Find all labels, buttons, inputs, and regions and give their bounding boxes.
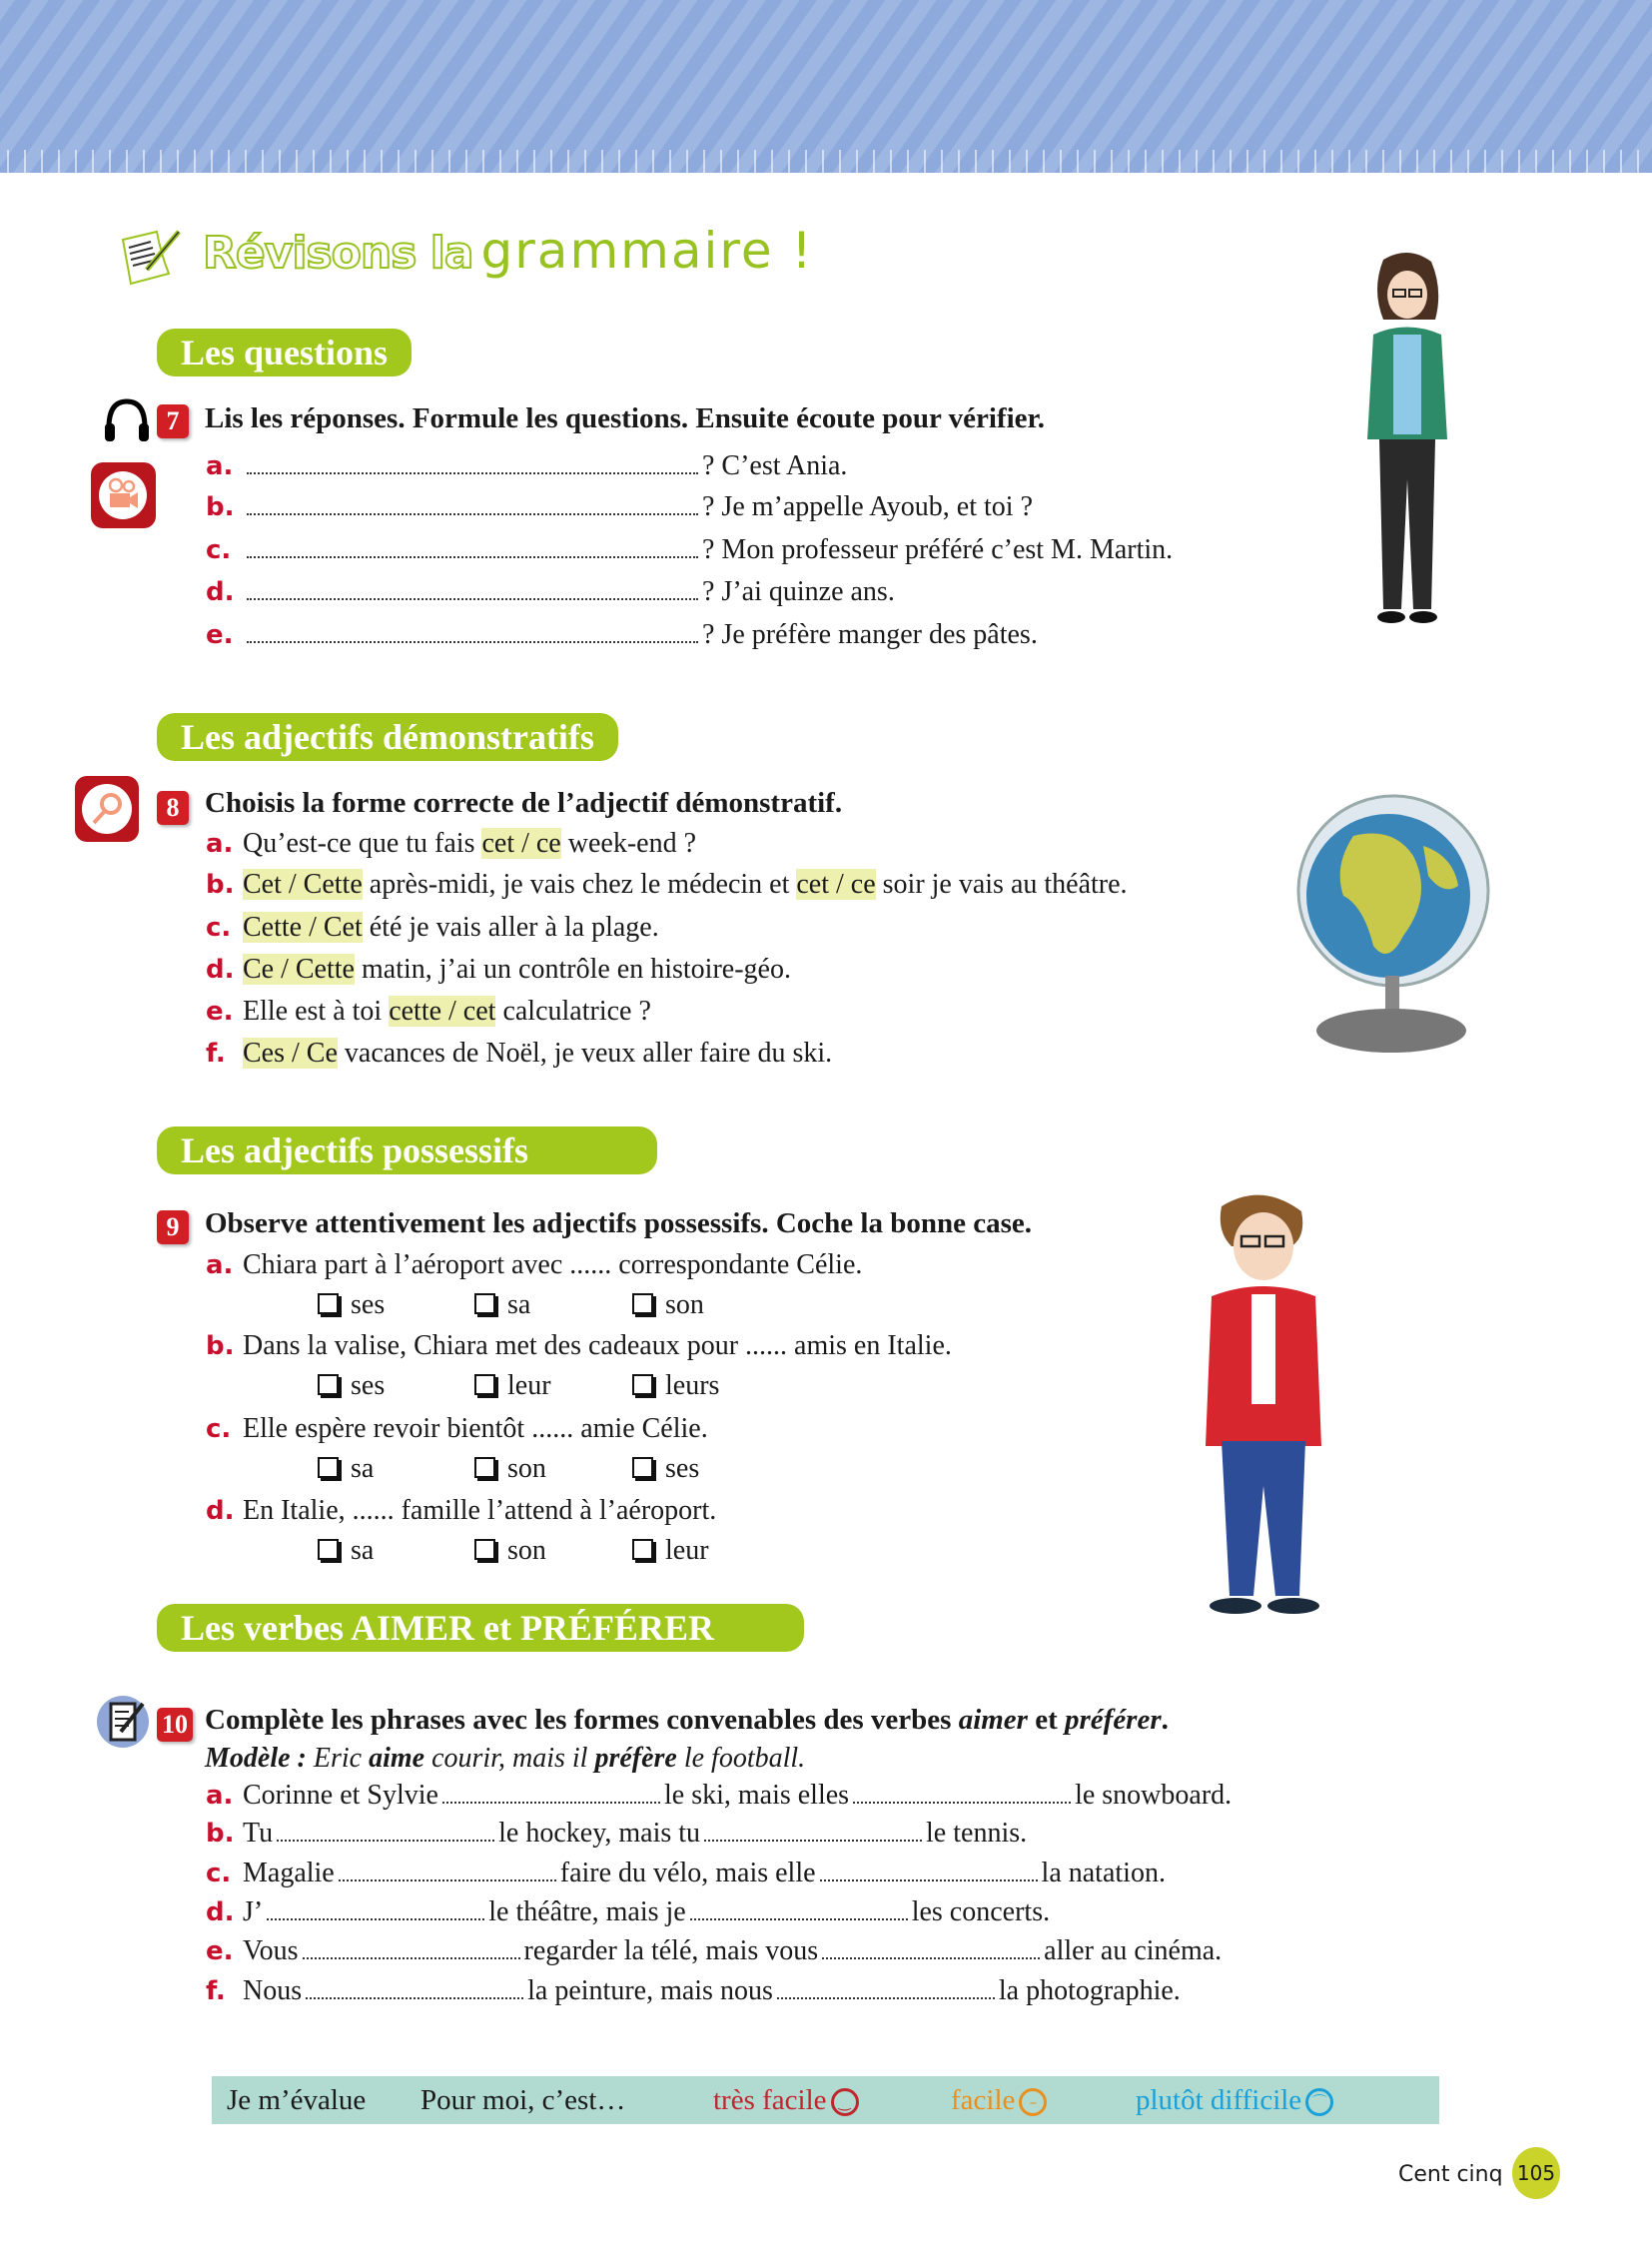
verb-item — [206, 1818, 1027, 1850]
sentence-text: la photographie. — [998, 1975, 1181, 2006]
item-letter: a. — [206, 1781, 234, 1811]
exercise-8-instruction: Choisis la forme correcte de l’adjectif démonstratif. — [205, 787, 843, 819]
question-item — [206, 619, 1038, 651]
item-letter: b. — [206, 1331, 235, 1361]
header-banner — [0, 0, 1652, 173]
sentence-text: aller au cinéma. — [1044, 1935, 1223, 1966]
checkbox-option[interactable] — [474, 1453, 546, 1485]
option-label: ses — [351, 1370, 386, 1401]
sentence-text: le théâtre, mais je — [488, 1896, 686, 1927]
sentence-text: soir je vais au théâtre. — [875, 869, 1128, 900]
choice-option[interactable]: Ce / Cette — [243, 954, 355, 985]
checkbox[interactable] — [318, 1374, 339, 1395]
sentence-text: En Italie, ...... famille l’attend à l’aéroport. — [243, 1495, 717, 1526]
sentence-text: Dans la valise, Chiara met des cadeaux pour ...... amis en Italie. — [243, 1330, 952, 1361]
checkbox[interactable] — [474, 1457, 495, 1478]
given-answer: ? Je préfère manger des pâtes. — [702, 619, 1038, 650]
happy-face-icon: ‿ — [831, 2088, 859, 2116]
sentence-text: week-end ? — [560, 828, 697, 859]
option-label: sa — [351, 1535, 375, 1566]
given-answer: ? Je m’appelle Ayoub, et toi ? — [702, 491, 1033, 522]
item-letter: a. — [206, 1250, 234, 1280]
question-item — [206, 491, 1033, 523]
checkbox-option[interactable] — [632, 1289, 704, 1321]
option-label: leur — [507, 1370, 551, 1401]
sentence-text: calculatrice ? — [495, 996, 651, 1027]
sentence-text: matin, j’ai un contrôle en histoire-géo. — [354, 954, 791, 985]
verb-blank[interactable] — [777, 1996, 995, 1999]
item-letter: d. — [206, 1897, 235, 1927]
item-letter: c. — [206, 1414, 232, 1444]
sentence-item — [206, 828, 696, 860]
verb-blank[interactable] — [853, 1801, 1071, 1804]
checkbox[interactable] — [632, 1539, 653, 1560]
checkbox-option[interactable] — [318, 1535, 374, 1567]
option-label: son — [507, 1453, 546, 1484]
given-answer: ? Mon professeur préféré c’est M. Martin. — [702, 534, 1174, 565]
option-label: leurs — [665, 1370, 720, 1401]
possessive-item — [206, 1413, 708, 1445]
verb-blank[interactable] — [303, 1956, 520, 1959]
item-letter: d. — [206, 1496, 235, 1526]
answer-blank[interactable] — [247, 640, 698, 643]
checkbox-option[interactable] — [632, 1453, 699, 1485]
boy-illustration — [1172, 1186, 1361, 1638]
exercise-10-instruction: Complète les phrases avec les formes convenables des verbes aimer et préférer. — [205, 1704, 1169, 1736]
item-letter: e. — [206, 1936, 234, 1966]
option-label: sa — [351, 1453, 375, 1484]
verb-item — [206, 1935, 1222, 1967]
sad-face-icon: ⌒ — [1305, 2088, 1333, 2116]
choice-option[interactable]: Ces / Ce — [243, 1038, 338, 1069]
item-letter: b. — [206, 870, 235, 900]
verb-blank[interactable] — [704, 1839, 922, 1842]
girl-illustration — [1343, 250, 1473, 639]
sentence-text: Magalie — [243, 1858, 335, 1888]
option-label: son — [507, 1535, 546, 1566]
answer-blank[interactable] — [247, 555, 698, 558]
verb-blank[interactable] — [690, 1917, 908, 1920]
section-header-questions: Les questions — [157, 329, 412, 376]
option-label: ses — [351, 1289, 386, 1320]
item-letter: b. — [206, 492, 235, 522]
verb-blank[interactable] — [277, 1839, 494, 1842]
rating-easy[interactable]: facile – — [951, 2084, 1047, 2117]
checkbox-option[interactable] — [318, 1453, 374, 1485]
evaluation-prompt: Pour moi, c’est… — [420, 2084, 626, 2116]
search-key-icon[interactable] — [74, 775, 140, 843]
sentence-text: le tennis. — [926, 1818, 1028, 1849]
verb-blank[interactable] — [339, 1878, 556, 1881]
sentence-item — [206, 996, 651, 1028]
section-header-possessifs: Les adjectifs possessifs — [157, 1126, 657, 1174]
verb-item — [206, 1858, 1166, 1889]
checkbox[interactable] — [632, 1293, 653, 1314]
checkbox[interactable] — [474, 1293, 495, 1314]
sentence-text: Tu — [243, 1818, 274, 1849]
rating-very-easy[interactable]: très facile ‿ — [713, 2084, 859, 2117]
self-evaluation-bar — [212, 2076, 1439, 2124]
item-letter: c. — [206, 535, 232, 565]
sentence-text: Nous — [243, 1975, 303, 2006]
sentence-text: Vous — [243, 1935, 299, 1966]
sentence-text: Elle espère revoir bientôt ...... amie Célie. — [243, 1413, 708, 1444]
verb-item — [206, 1896, 1050, 1928]
sentence-text: faire du vélo, mais elle — [559, 1858, 816, 1888]
sentence-text: Corinne et Sylvie — [243, 1780, 438, 1811]
given-answer: ? C’est Ania. — [702, 450, 848, 481]
given-answer: ? J’ai quinze ans. — [702, 576, 895, 607]
page-number-badge: 105 — [1512, 2147, 1560, 2199]
verb-item — [206, 1975, 1181, 2007]
option-label: ses — [665, 1453, 700, 1484]
page-title: Révisons la grammaire ! — [203, 222, 814, 280]
sentence-text: Chiara part à l’aéroport avec ...... correspondante Célie. — [243, 1249, 863, 1280]
item-letter: e. — [206, 620, 234, 650]
globe-illustration — [1293, 786, 1503, 1058]
exercise-number-7: 7 — [157, 404, 189, 438]
choice-option[interactable]: cet / ce — [481, 828, 561, 859]
checkbox-option[interactable] — [474, 1370, 551, 1402]
sentence-text: vacances de Noël, je veux aller faire du ski. — [337, 1038, 833, 1069]
exercise-10-model: Modèle : Eric aime courir, mais il préfère le football. — [205, 1743, 806, 1774]
item-letter: c. — [206, 913, 232, 943]
sentence-text: Elle est à toi — [243, 996, 390, 1027]
verb-blank[interactable] — [267, 1917, 484, 1920]
video-icon[interactable] — [90, 461, 157, 529]
item-letter: a. — [206, 829, 234, 859]
item-letter: f. — [206, 1976, 226, 2006]
verb-blank[interactable] — [822, 1956, 1040, 1959]
item-letter: f. — [206, 1039, 226, 1069]
option-label: sa — [507, 1289, 531, 1320]
item-letter: a. — [206, 451, 234, 481]
sentence-item — [206, 912, 659, 944]
verb-blank[interactable] — [442, 1801, 660, 1804]
checkbox[interactable] — [318, 1457, 339, 1478]
sentence-text: été je vais aller à la plage. — [362, 912, 659, 943]
possessive-item — [206, 1330, 952, 1362]
checkbox-option[interactable] — [632, 1535, 709, 1567]
answer-blank[interactable] — [247, 512, 698, 515]
item-letter: c. — [206, 1859, 232, 1888]
exercise-7-instruction: Lis les réponses. Formule les questions. Ensuite écoute pour vérifier. — [205, 402, 1045, 434]
question-item — [206, 534, 1173, 566]
choice-option[interactable]: Cet / Cette — [243, 869, 363, 900]
checkbox-option[interactable] — [474, 1535, 546, 1567]
notebook-pen-icon — [97, 1694, 153, 1750]
possessive-item — [206, 1249, 862, 1281]
checkbox[interactable] — [474, 1374, 495, 1395]
checkbox-option[interactable] — [318, 1370, 385, 1402]
sentence-text: la natation. — [1041, 1858, 1166, 1888]
exercise-9-instruction: Observe attentivement les adjectifs possessifs. Coche la bonne case. — [205, 1207, 1033, 1239]
verb-item — [206, 1780, 1232, 1812]
headphones-icon[interactable] — [103, 397, 151, 443]
sentence-text: les concerts. — [911, 1896, 1051, 1927]
sentence-text: J’ — [243, 1896, 264, 1927]
evaluation-label: Je m’évalue — [227, 2084, 367, 2116]
sentence-text: le snowboard. — [1075, 1780, 1233, 1811]
rating-difficult[interactable]: plutôt difficile ⌒ — [1136, 2084, 1333, 2117]
sentence-item — [206, 869, 1128, 901]
section-header-demonstratifs: Les adjectifs démonstratifs — [157, 713, 618, 761]
sentence-text: après-midi, je vais chez le médecin et — [362, 869, 797, 900]
writing-paper-icon — [117, 226, 185, 288]
page-number-words: Cent cinq — [1398, 2162, 1503, 2187]
checkbox[interactable] — [318, 1539, 339, 1560]
exercise-number-8: 8 — [157, 791, 189, 825]
sentence-text: la peinture, mais nous — [527, 1975, 773, 2006]
choice-option[interactable]: cet / ce — [796, 869, 876, 900]
checkbox-option[interactable] — [318, 1289, 385, 1321]
question-item — [206, 450, 847, 482]
choice-option[interactable]: cette / cet — [389, 996, 496, 1027]
checkbox[interactable] — [632, 1457, 653, 1478]
item-letter: e. — [206, 997, 234, 1027]
exercise-number-10: 10 — [157, 1708, 193, 1742]
answer-blank[interactable] — [247, 471, 698, 474]
sentence-item — [206, 1038, 832, 1070]
sentence-text: le hockey, mais tu — [498, 1818, 701, 1849]
sentence-text: le ski, mais elles — [663, 1780, 850, 1811]
checkbox-option[interactable] — [632, 1370, 719, 1402]
item-letter: d. — [206, 577, 235, 607]
possessive-item — [206, 1495, 716, 1527]
item-letter: d. — [206, 955, 235, 985]
exercise-number-9: 9 — [157, 1210, 189, 1244]
checkbox[interactable] — [632, 1374, 653, 1395]
checkbox-option[interactable] — [474, 1289, 530, 1321]
item-letter: b. — [206, 1819, 235, 1849]
option-label: son — [665, 1289, 704, 1320]
option-label: leur — [665, 1535, 709, 1566]
checkbox[interactable] — [318, 1293, 339, 1314]
choice-option[interactable]: Cette / Cet — [243, 912, 363, 943]
verb-blank[interactable] — [820, 1878, 1038, 1881]
sentence-text: regarder la télé, mais vous — [523, 1935, 819, 1966]
sentence-text: Qu’est-ce que tu fais — [243, 828, 482, 859]
checkbox[interactable] — [474, 1539, 495, 1560]
question-item — [206, 576, 895, 608]
neutral-face-icon: – — [1019, 2088, 1047, 2116]
section-header-verbes: Les verbes AIMER et PRÉFÉRER — [157, 1604, 804, 1652]
answer-blank[interactable] — [247, 597, 698, 600]
sentence-item — [206, 954, 791, 986]
verb-blank[interactable] — [306, 1996, 523, 1999]
